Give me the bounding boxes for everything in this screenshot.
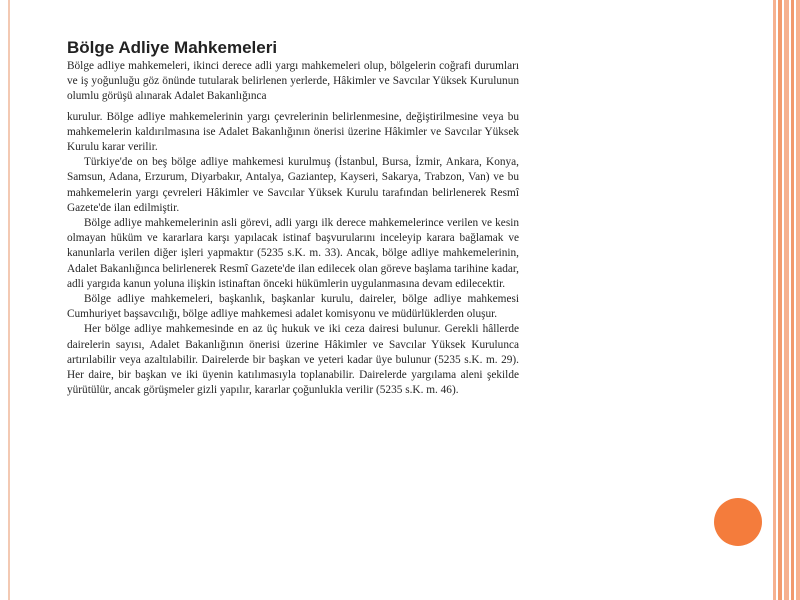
paragraph: Her bölge adliye mahkemesinde en az üç hukuk ve iki ceza dairesi bulunur. Gerekli hâllerde dairelerin sayısı, Adalet Bakanlığının önerisi üzerine Hâkimler ve Savcılar Yüksek Kurulunca artırılabilir veya azaltılabilir. Dairelerde bir başkan ve yeteri kadar üye bulunur (5235 s.K. m. 29). Her daire, bir başkan ve iki üyenin katılımasıyla toplanabilir. Dairelerde yargılama aleni şekilde yürütülür, ancak görüşmeler gizli yapılır, kararlar çoğunlukla verilir (5235 s.K. m. 46). (67, 323, 519, 397)
right-decorative-stripe (791, 0, 794, 600)
paragraph: Bölge adliye mahkemeleri, ikinci derece adli yargı mahkemeleri olup, bölgelerin coğrafi durumları ve iş yoğunluğu göz önünde tutularak belirlenen yerlerde, Hâkimler ve Savcılar Yüksek Kurulunun olumlu görüşü alınarak Adalet Bakanlığınca (67, 60, 519, 103)
left-frame-line (8, 0, 10, 600)
right-decorative-stripe (796, 0, 800, 600)
paragraph: Bölge adliye mahkemelerinin asli görevi, adli yargı ilk derece mahkemelerince verilen ve kesin olmayan hüküm ve kararlara karşı yapılacak istinaf başvurularını inceleyip karara bağlamak ve kanunlarla verilen diğer işleri yapmaktır (5235 s.K. m. 33). Ancak, bölge adliye mahkemelerinin, Adalet Bakanlığınca belirlenerek Resmî Gazete'de ilan edilecek olan göreve başlama tarihine kadar, adli yargıda kanun yoluna ilişkin istinaftan önceki hükümlerin uygulanmasına devam edilecektir. (67, 217, 519, 290)
right-decorative-stripe (778, 0, 782, 600)
paragraph: kurulur. Bölge adliye mahkemelerinin yargı çevrelerinin belirlenmesine, değiştirilmesine veya bu mahkemelerin kaldırılmasına ise Adalet Bakanlığının önerisi üzerine Hâkimler ve Savcılar Yüksek Kurulu karar verilir. (67, 110, 519, 154)
paragraph: Türkiye'de on beş bölge adliye mahkemesi kurulmuş (İstanbul, Bursa, İzmir, Ankara, Konya, Samsun, Adana, Erzurum, Diyarbakır, Antalya, Gaziantep, Kayseri, Sakarya, Trabzon, Van) ve bu mahkemelerin yargı çevreleri Hâkimler ve Savcılar Yüksek Kurulu tarafından belirlenerek Resmî Gazete'de ilan edilmiştir. (67, 156, 519, 214)
right-decorative-stripe (773, 0, 776, 600)
document-content (67, 38, 519, 398)
orange-circle-decoration (714, 498, 762, 546)
paragraph: Bölge adliye mahkemeleri, başkanlık, başkanlar kurulu, daireler, bölge adliye mahkemesi Cumhuriyet başsavcılığı, bölge adliye mahkemesi adalet komisyonu ve müdürlüklerden oluşur. (67, 293, 519, 321)
right-decorative-stripe (784, 0, 789, 600)
document-title: Bölge Adliye Mahkemeleri (67, 38, 278, 57)
